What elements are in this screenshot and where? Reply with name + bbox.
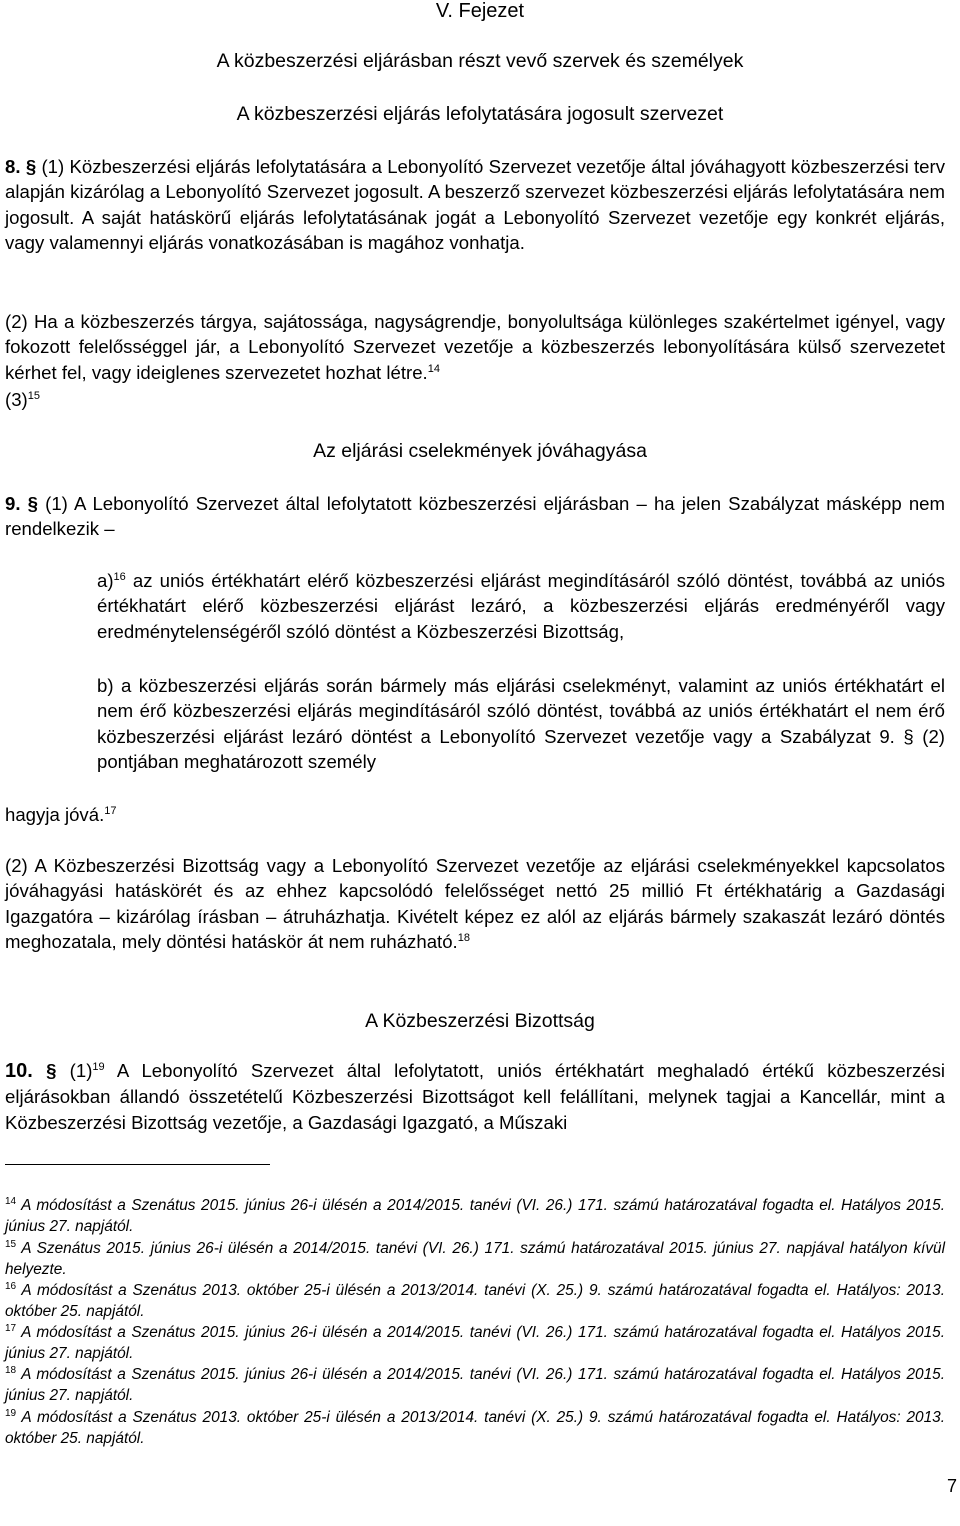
footnote-text: A módosítást a Szenátus 2015. június 26-i ülésén a 2014/2015. tanévi (VI. 26.) 171. számú határozatával fogadta el. Hatályos 2015. június 27. napjától.	[5, 1324, 945, 1363]
footnote-ref: 14	[427, 362, 440, 375]
footnote-ref: 18	[457, 931, 470, 944]
section-heading-2: Az eljárási cselekmények jóváhagyása	[313, 440, 647, 462]
footnote-14	[5, 1195, 945, 1238]
section-number: 9.	[5, 493, 21, 514]
paragraph-text: (2) Ha a közbeszerzés tárgya, sajátossága, nagyságrendje, bonyolultsága különleges szakértelmet igényel, vagy fokozott felelősséggel jár, a Lebonyolító Szervezet vezetője a közbeszerzés lebonyolítására külső szervezetet kérhet fel, vagy ideiglenes szervezetet hozhat létre.	[5, 311, 945, 383]
item-label: a)	[97, 570, 114, 591]
item-text: az uniós értékhatárt elérő közbeszerzési eljárást megindításáról szóló döntést, továbbá az uniós értékhatárt elérő közbeszerzési eljárást lezáró, a közbeszerzési eljárás eredményéről vagy eredménytelenségéről szóló döntést a Közbeszerzési Bizottság,	[97, 570, 945, 642]
footnote-number: 16	[5, 1281, 17, 1292]
footnote-ref: 17	[104, 805, 117, 817]
footnote-ref: 15	[27, 390, 40, 402]
paragraph-text: A Lebonyolító Szervezet által lefolytatott, uniós értékhatárt meghaladó értékű közbeszerzési eljárásokban állandó összetételű Közbeszerzési Bizottságot kell felállítani, melynek tagjai a Kancellár, mint a Közbeszerzési Bizottság vezetője, a Gazdasági Igazgató, a Műszaki	[5, 1060, 946, 1133]
footnote-text: A Szenátus 2015. június 26-i ülésén a 2014/2015. tanévi (VI. 26.) 171. számú határozatával 2015. június 27. napjával hatályon kívül helyezte.	[5, 1240, 945, 1279]
footnote-17	[5, 1322, 945, 1365]
paragraph-label: (1)	[69, 1060, 93, 1081]
section-10-paragraph-1	[5, 1058, 945, 1135]
paragraph-text: (1) Közbeszerzési eljárás lefolytatására a Lebonyolító Szervezet vezetője által jóváhagyott közbeszerzési terv alapján kizárólag a Lebonyolító Szervezet jogosult. A beszerző szervezet közbeszerzési eljárás lefolytatására nem jogosult. A saját hatáskörű eljárás lefolytatásának jogát a Lebonyolító Szervezet vezetője egy konkrét eljárás, vagy valamennyi eljárás vonatkozásában is magához vonhatja.	[5, 156, 946, 253]
item-tail	[5, 802, 945, 827]
footnote-15	[5, 1238, 945, 1281]
footnote-16	[5, 1280, 945, 1323]
section-8-paragraph-3	[5, 387, 945, 412]
page-number: 7	[946, 1476, 957, 1496]
paragraph-text: (3)	[5, 389, 28, 410]
footnote-text: A módosítást a Szenátus 2015. június 26-i ülésén a 2014/2015. tanévi (VI. 26.) 171. számú határozatával fogadta el. Hatályos 2015. június 27. napjától.	[5, 1366, 945, 1405]
paragraph-text: (1) A Lebonyolító Szervezet által lefolytatott közbeszerzési eljárásban – ha jelen Szabályzat másképp nem rendelkezik –	[5, 493, 946, 540]
chapter-title: V. Fejezet	[435, 0, 525, 22]
footnote-number: 17	[5, 1323, 17, 1334]
chapter-heading: A közbeszerzési eljárásban részt vevő szervek és személyek	[216, 50, 744, 72]
item-b: b) a közbeszerzési eljárás során bármely más eljárási cselekményt, valamint az uniós értékhatárt el nem érő közbeszerzési eljárás megindításáról szóló döntést, továbbá az uniós értékhatárt el nem érő közbeszerzési eljárást lezáró döntést a Lebonyolító Szervezet vezetője vagy a Szabályzat 9. § (2) pontjában meghatározott személy	[97, 675, 945, 772]
footnote-number: 14	[5, 1196, 17, 1207]
section-sign: §	[27, 493, 38, 514]
footnote-text: A módosítást a Szenátus 2013. október 25-i ülésén a 2013/2014. tanévi (X. 25.) 9. számú határozatával fogadta el. Hatályos: 2013. október 25. napjától.	[5, 1409, 945, 1448]
footnote-number: 18	[5, 1365, 17, 1376]
section-sign: §	[46, 1060, 57, 1081]
footnote-number: 15	[5, 1239, 17, 1250]
section-number: 10.	[5, 1060, 33, 1082]
paragraph-text: hagyja jóvá.	[5, 804, 105, 825]
footnote-separator	[5, 1164, 270, 1165]
section-9-paragraph-2	[5, 853, 945, 954]
section-sign: §	[25, 156, 37, 177]
footnote-text: A módosítást a Szenátus 2015. június 26-i ülésén a 2014/2015. tanévi (VI. 26.) 171. számú határozatával fogadta el. Hatályos 2015. június 27. napjától.	[5, 1197, 945, 1236]
paragraph-text: (2) A Közbeszerzési Bizottság vagy a Lebonyolító Szervezet vezetője az eljárási cselekményekkel kapcsolatos jóváhagyási hatáskörét és az ehhez kapcsolódó felelősséget nettó 25 millió Ft értékhatárig a Gazdasági Igazgatóra – kizárólag írásban – átruházhatja. Kivételt képez ez alól az eljárás bármely szakaszát lezáró döntés meghozatala, mely döntési hatáskör át nem ruházható.	[5, 855, 945, 952]
section-heading-3: A Közbeszerzési Bizottság	[365, 1010, 595, 1032]
section-number: 8.	[5, 156, 21, 177]
footnote-text: A módosítást a Szenátus 2013. október 25-i ülésén a 2013/2014. tanévi (X. 25.) 9. számú határozatával fogadta el. Hatályos: 2013. október 25. napjától.	[5, 1282, 945, 1321]
footnote-18	[5, 1364, 945, 1407]
footnote-ref: 19	[92, 1061, 105, 1073]
footnote-number: 19	[5, 1408, 17, 1419]
section-8-paragraph-1	[5, 154, 945, 255]
footnote-ref: 16	[113, 571, 126, 583]
section-9-paragraph-1	[5, 491, 945, 542]
section-heading-1: A közbeszerzési eljárás lefolytatására jogosult szervezet	[236, 103, 724, 125]
section-8-paragraph-2	[5, 309, 945, 385]
footnote-19	[5, 1407, 945, 1450]
item-a	[97, 568, 945, 644]
